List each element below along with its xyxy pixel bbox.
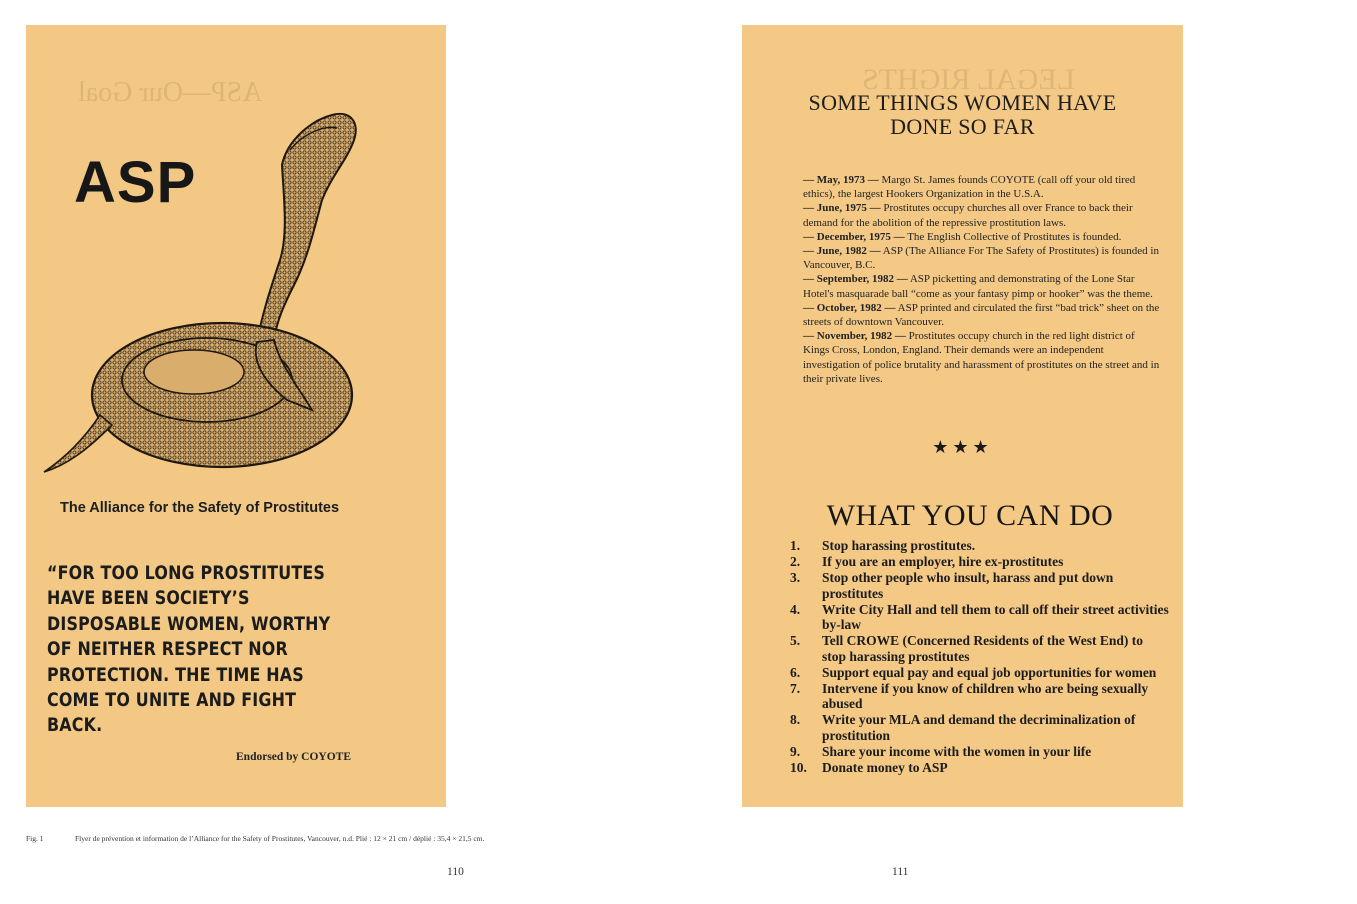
action-number: 6. [790,664,801,680]
alliance-title: The Alliance for the Safety of Prostitutes [60,500,340,516]
action-text: Write your MLA and demand the decriminalization of prostitution [822,712,1136,743]
timeline-date: — November, 1982 — [803,330,906,343]
action-item [790,554,1170,570]
action-item [790,760,1170,776]
endorsed-by: Endorsed by COYOTE [236,751,352,763]
action-number: 9. [790,743,801,759]
timeline-date: — December, 1975 — [803,230,905,243]
timeline-text: ASP (The Alliance For The Safety of Prostitutes) is founded in Vancouver, B.C. [803,245,1159,272]
timeline-entry [803,173,1163,201]
action-item [790,712,1170,743]
action-item [790,633,1170,664]
timeline [803,173,1163,386]
what-you-can-do-heading: WHAT YOU CAN DO [826,499,1114,532]
action-number: 4. [790,601,801,617]
timeline-entry [803,230,1163,244]
action-text: Support equal pay and equal job opportunities for women [822,664,1157,680]
action-text: Stop harassing prostitutes. [822,538,976,553]
timeline-date: — October, 1982 — [803,301,896,314]
action-list [790,538,1170,776]
timeline-entry [803,244,1163,272]
action-text: Stop other people who insult, harass and put down prostitutes [822,570,1114,601]
left-flyer-page [26,25,446,807]
action-text: Write City Hall and tell them to call off their street activities by-law [822,601,1169,632]
timeline-text: Margo St. James founds COYOTE (call off your old tired ethics), the largest Hookers Organization in the U.S.A. [803,174,1136,201]
cobra-illustration [32,80,372,480]
action-item [790,570,1170,601]
heading-line-1: SOME THINGS WOMEN HAVE [808,90,1117,115]
page-number-right: 111 [892,866,909,878]
action-number: 5. [790,633,801,648]
action-number: 7. [790,680,801,696]
right-flyer-page [742,25,1183,807]
action-item [790,744,1170,760]
action-text: If you are an employer, hire ex-prostitutes [822,554,1064,569]
heading-line-2: DONE SO FAR [890,114,1035,139]
timeline-date: — September, 1982 — [803,273,908,286]
figure-caption: Flyer de prévention et information de l’Alliance for the Safety of Prostitutes, Vancouver, n.d. Plié : 12 × 21 cm / déplié : 35,4 × 21,5 cm. [75,834,485,843]
action-text: Intervene if you know of children who are being sexually abused [822,680,1149,711]
action-number: 8. [790,712,801,727]
action-text: Share your income with the women in your life [822,743,1092,759]
action-item [790,602,1170,633]
action-text: Donate money to ASP [822,759,948,775]
stars-divider: ★★★ [932,437,993,458]
timeline-entry [803,329,1163,386]
asp-logo: ASP [74,150,197,215]
timeline-date: — June, 1975 — [803,202,881,215]
action-number: 3. [790,570,801,585]
some-things-heading [742,91,1183,139]
timeline-date: — May, 1973 — [803,174,879,186]
action-number: 1. [790,538,801,553]
action-number: 2. [790,554,801,569]
timeline-entry [803,272,1163,300]
page-number-left: 110 [447,866,464,878]
timeline-entry [803,201,1163,229]
timeline-date: — June, 1982 — [803,245,881,258]
timeline-text: The English Collective of Prostitutes is founded. [904,230,1122,243]
timeline-entry [803,301,1163,329]
action-item [790,538,1170,554]
quote-text: “FOR TOO LONG PROSTITUTES HAVE BEEN SOCIETY’S DISPOSABLE WOMEN, WORTHY OF NEITHER RESPECT NOR PROTECTION. THE TIME HAS COME TO UNITE AND FIGHT BACK. [47,563,331,737]
timeline-text: ASP picketting and demonstrating of the Lone Star Hotel's masquarade ball “come as your fantasy pimp or hooker” was the theme. [803,273,1153,300]
timeline-text: ASP printed and circulated the first “bad trick” sheet on the streets of downtown Vancouver. [803,301,1160,329]
figure-label: Fig. 1 [26,834,44,843]
bleed-through-text: LEGAL RIGHTS [862,63,1076,96]
action-text: Tell CROWE (Concerned Residents of the West End) to stop harassing prostitutes [822,633,1144,664]
timeline-text: Prostitutes occupy churches all over France to back their demand for the abolition of the repressive prostitution laws. [803,202,1133,229]
bleed-through-text: ASP—Our Goal [78,77,263,108]
action-number: 10. [790,759,807,775]
action-item [790,665,1170,681]
timeline-text: Prostitutes occupy church in the red light district of Kings Cross, London, England. Their demands were an independent investigation of police brutality and harassment of prostitutes on the street and in their private lives. [803,330,1160,385]
action-item [790,681,1170,712]
